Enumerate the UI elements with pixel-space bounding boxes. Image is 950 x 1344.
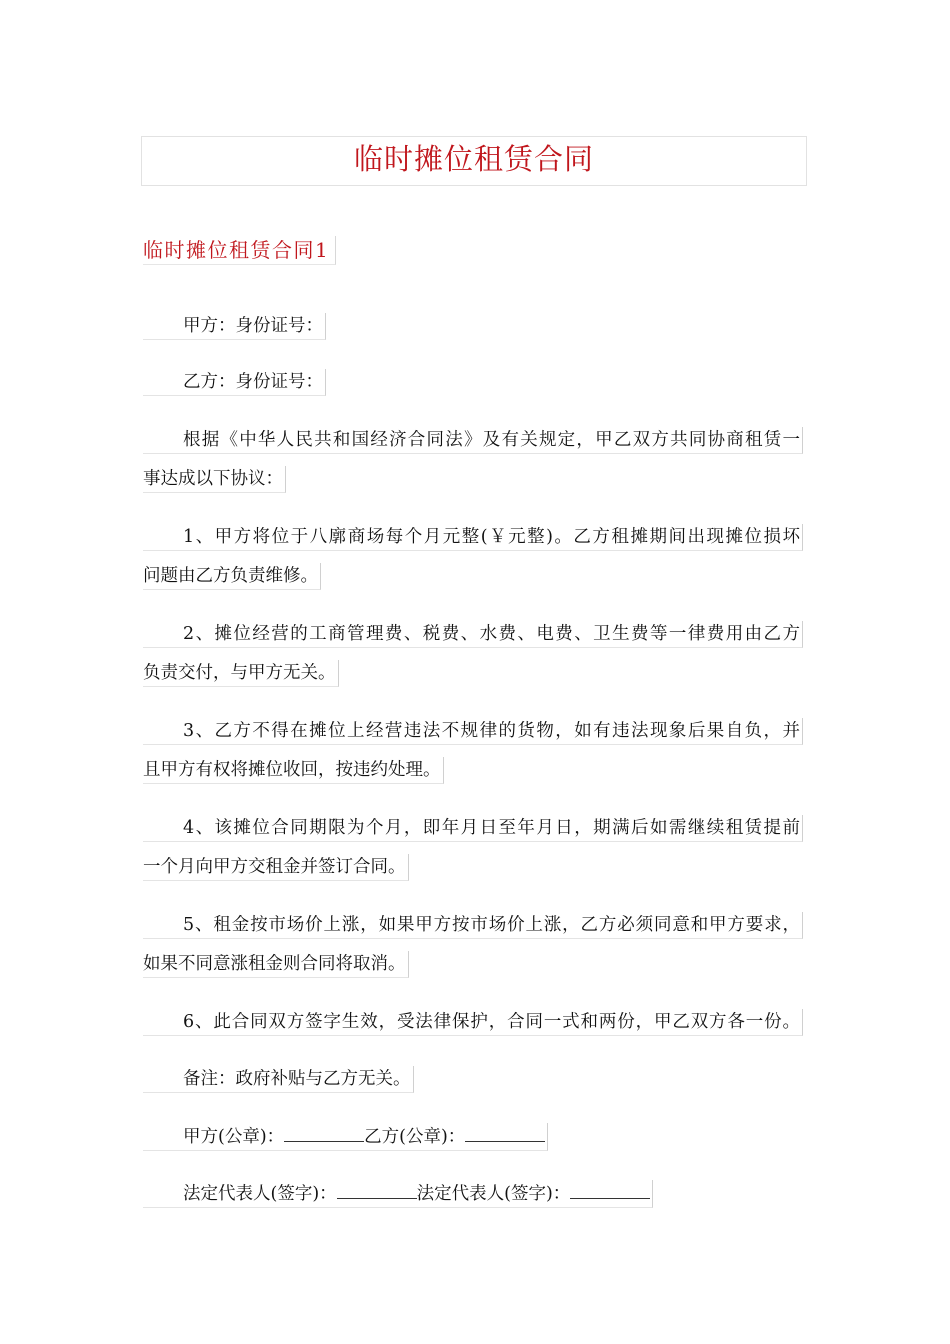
clause-3-line-2: 且甲方有权将摊位收回，按违约处理。 bbox=[143, 757, 444, 784]
clause-2-line-1: 2、摊位经营的工商管理费、税费、水费、电费、卫生费等一律费用由乙方 bbox=[143, 621, 803, 648]
document-title: 临时摊位租赁合同 bbox=[353, 142, 594, 176]
rep-a-label: 法定代表人(签字)： bbox=[183, 1184, 337, 1204]
clause-4-line-1: 4、该摊位合同期限为个月，即年月日至年月日，期满后如需继续租赁提前 bbox=[143, 815, 803, 842]
section-subtitle: 临时摊位租赁合同1 bbox=[143, 236, 336, 265]
clause-4-line-2: 一个月向甲方交租金并签订合同。 bbox=[143, 854, 409, 881]
rep-b-label: 法定代表人(签字)： bbox=[416, 1184, 571, 1204]
seal-line bbox=[143, 1123, 548, 1151]
rep-b-blank bbox=[570, 1180, 650, 1199]
clause-1-line-1: 1、甲方将位于八廓商场每个月元整(￥元整)。乙方租摊期间出现摊位损坏 bbox=[143, 524, 803, 551]
clause-6-line: 6、此合同双方签字生效，受法律保护，合同一式和两份，甲乙双方各一份。 bbox=[143, 1009, 803, 1036]
clause-5-line-2: 如果不同意涨租金则合同将取消。 bbox=[143, 951, 409, 978]
seal-a-blank bbox=[284, 1123, 364, 1142]
seal-a-label: 甲方(公章)： bbox=[183, 1127, 285, 1147]
clause-5-line-1: 5、租金按市场价上涨，如果甲方按市场价上涨，乙方必须同意和甲方要求， bbox=[143, 912, 803, 939]
remark-line: 备注：政府补贴与乙方无关。 bbox=[143, 1066, 414, 1093]
intro-line-2: 事达成以下协议： bbox=[143, 466, 286, 493]
party-b-line: 乙方：身份证号： bbox=[143, 369, 326, 396]
clause-3-line-1: 3、乙方不得在摊位上经营违法不规律的货物，如有违法现象后果自负，并 bbox=[143, 718, 803, 745]
clause-1-line-2: 问题由乙方负责维修。 bbox=[143, 563, 321, 590]
intro-line-1: 根据《中华人民共和国经济合同法》及有关规定，甲乙双方共同协商租赁一 bbox=[143, 427, 803, 454]
title-box bbox=[141, 136, 807, 186]
seal-b-blank bbox=[465, 1123, 545, 1142]
seal-b-label: 乙方(公章)： bbox=[364, 1127, 466, 1147]
representative-line bbox=[143, 1180, 653, 1208]
party-a-line: 甲方：身份证号： bbox=[143, 313, 326, 340]
rep-a-blank bbox=[337, 1180, 417, 1199]
clause-2-line-2: 负责交付，与甲方无关。 bbox=[143, 660, 339, 687]
